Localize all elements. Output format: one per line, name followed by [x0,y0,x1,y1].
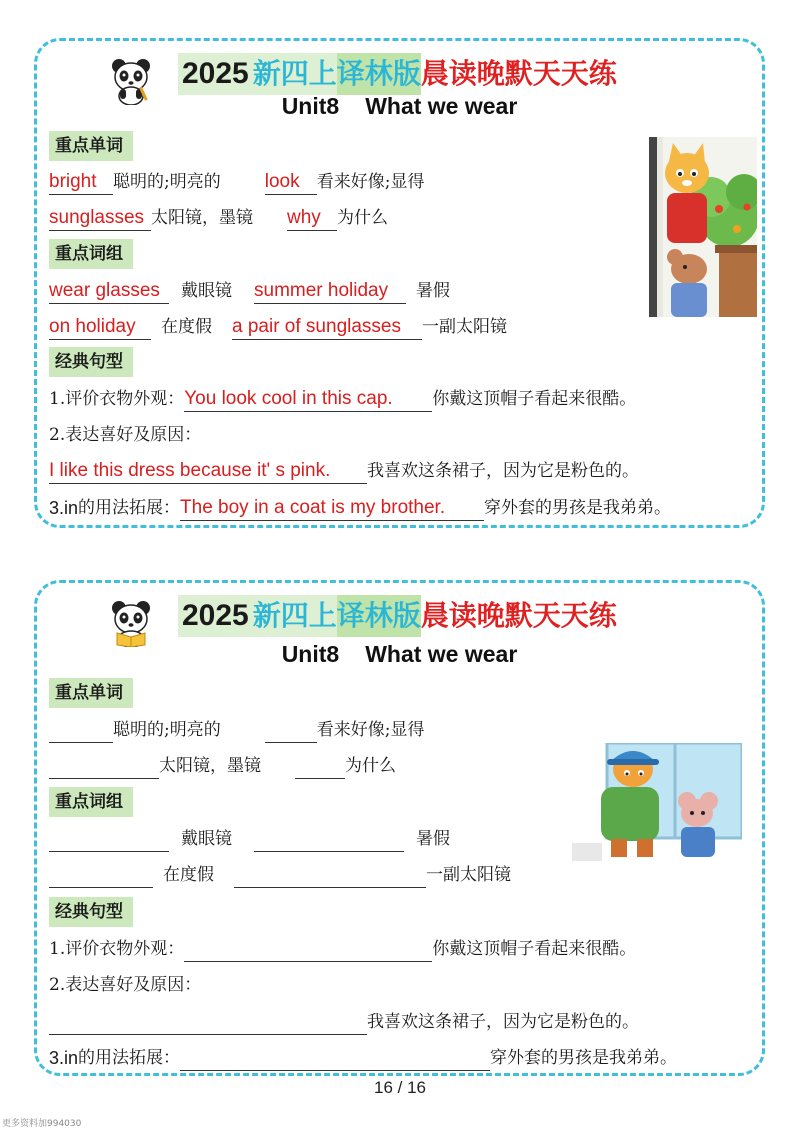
title-subject: 晨读晚默天天练 [420,57,617,90]
word-row [49,167,424,195]
phrase-meaning: 戴眼镜 [181,281,232,301]
phrase-meaning: 一副太阳镜 [426,865,511,885]
answer-phrase: on holiday [49,315,151,340]
card-header [37,591,762,639]
phrase-meaning: 暑假 [416,281,450,301]
answer-blank[interactable] [265,719,317,743]
title-grade: 新四上 [253,595,337,637]
panda-reading-icon [109,599,153,647]
answer-word: sunglasses [49,206,151,231]
section-sentences: 经典句型 [49,347,133,377]
sentence-meaning: 你戴这顶帽子看起来很酷。 [432,389,637,409]
answer-blank[interactable] [180,1047,490,1071]
unit-title [37,641,762,668]
unit-name: What we wear [365,641,518,667]
practice-card-answers [34,38,765,528]
answer-blank[interactable] [254,828,404,852]
answer-phrase: wear glasses [49,279,169,304]
answer-word: why [287,206,337,231]
phrase-row [49,276,450,304]
sentence-meaning: 穿外套的男孩是我弟弟。 [484,498,672,518]
phrase-row [49,860,511,888]
sentence-label: 1.评价衣物外观： [49,389,185,409]
word-meaning: 看来好像;显得 [316,720,425,740]
title-grade: 新四上 [253,53,337,95]
sentence-row [49,493,671,521]
answer-blank[interactable] [184,938,432,962]
cat-cap-illustration [567,743,742,863]
title-edition: 译林版 [337,53,421,95]
answer-sentence: The boy in a coat is my brother. [180,496,484,521]
phrase-row [49,824,450,852]
answer-word: bright [49,170,113,195]
section-phrases: 重点词组 [49,239,133,269]
title-subject: 晨读晚默天天练 [420,599,617,632]
sentence-meaning: 我喜欢这条裙子，因为它是粉色的。 [367,1012,639,1032]
answer-phrase: a pair of sunglasses [232,315,422,340]
answer-blank[interactable] [49,828,169,852]
answer-sentence: You look cool in this cap. [184,387,432,412]
sentence-meaning: 我喜欢这条裙子，因为它是粉色的。 [367,461,639,481]
answer-word: look [265,170,317,195]
answer-blank[interactable] [234,864,426,888]
phrase-meaning: 戴眼镜 [181,829,232,849]
title-year: 2025 [178,53,253,95]
title-edition: 译林版 [337,595,421,637]
answer-blank[interactable] [49,1011,367,1035]
answer-blank[interactable] [49,864,153,888]
answer-sentence: I like this dress because it' s pink. [49,459,367,484]
sentence-meaning: 你戴这顶帽子看起来很酷。 [432,939,637,959]
unit-number: Unit8 [281,93,340,119]
phrase-meaning: 在度假 [163,865,214,885]
page-number: 16 / 16 [374,1078,426,1097]
word-meaning: 聪明的;明亮的 [113,172,221,192]
cat-mouse-illustration [649,137,757,317]
word-row [49,751,396,779]
sentence-meaning: 穿外套的男孩是我弟弟。 [490,1048,678,1068]
word-meaning: 为什么 [345,756,396,776]
answer-blank[interactable] [49,755,159,779]
sentence-label: 2.表达喜好及原因： [49,975,202,995]
word-meaning: 聪明的;明亮的 [113,720,221,740]
card-header [37,49,762,97]
word-meaning: 太阳镜，墨镜 [159,756,261,776]
sentence-row [49,934,636,962]
answer-blank[interactable] [49,719,113,743]
phrase-row [49,312,507,340]
sentence-label-num: 3.in [49,1048,79,1068]
sentence-label: 的用法拓展： [78,1048,181,1068]
title-year: 2025 [178,595,253,637]
phrase-meaning: 在度假 [161,317,212,337]
sentence-row [49,1043,677,1071]
sentence-row [49,970,201,998]
practice-card-blank [34,580,765,1076]
page-title [178,53,617,95]
answer-phrase: summer holiday [254,279,406,304]
sentence-label: 1.评价衣物外观： [49,939,185,959]
section-sentences: 经典句型 [49,897,133,927]
word-row [49,715,424,743]
sentence-row [49,1007,639,1035]
word-row [49,203,388,231]
page-title [178,595,617,637]
word-meaning: 太阳镜，墨镜 [151,208,253,228]
unit-title [37,93,762,120]
section-words: 重点单词 [49,131,133,161]
sentence-row [49,384,636,412]
sentence-label-num: 3.in [49,498,79,518]
unit-number: Unit8 [281,641,340,667]
watermark-text: 更多资料加994030 [2,1119,82,1129]
phrase-meaning: 一副太阳镜 [422,317,507,337]
sentence-label: 的用法拓展： [78,498,181,518]
word-meaning: 为什么 [337,208,388,228]
answer-blank[interactable] [295,755,345,779]
sentence-row [49,420,201,448]
unit-name: What we wear [365,93,518,119]
section-phrases: 重点词组 [49,787,133,817]
phrase-meaning: 暑假 [416,829,450,849]
sentence-label: 2.表达喜好及原因： [49,425,202,445]
word-meaning: 看来好像;显得 [316,172,425,192]
section-words: 重点单词 [49,678,133,708]
sentence-row [49,456,639,484]
